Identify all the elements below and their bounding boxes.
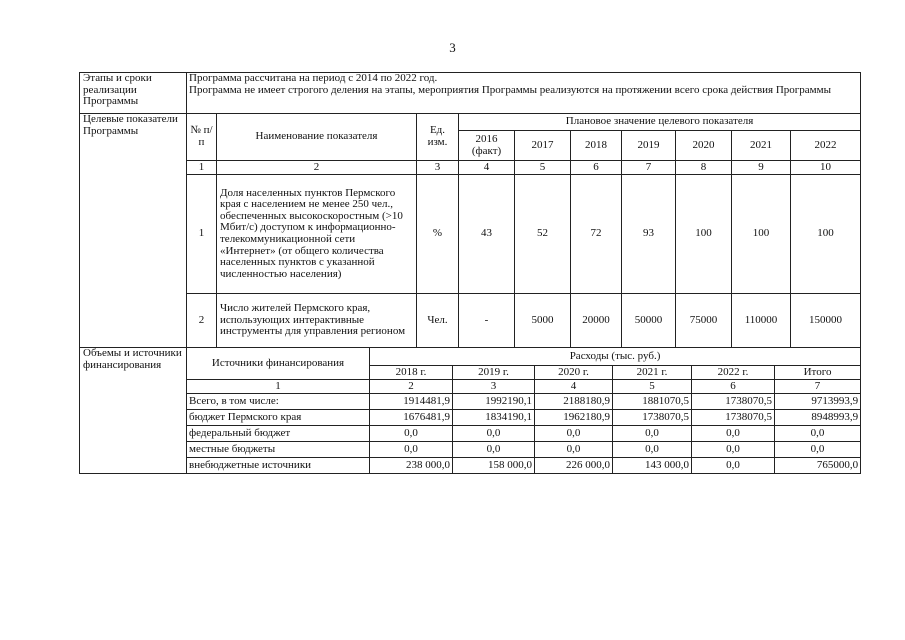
amount: 226 000,0: [535, 458, 613, 474]
indicator-unit: %: [417, 175, 459, 294]
stages-table: [79, 72, 861, 114]
row-num: 2: [187, 294, 217, 348]
table-row: [80, 175, 861, 294]
column-number: 5: [515, 161, 571, 175]
amount: 0,0: [535, 426, 613, 442]
table-row: [80, 426, 861, 442]
header-name: Наименование показателя: [217, 114, 417, 161]
header-year: 2020: [676, 131, 732, 161]
amount: 0,0: [692, 442, 775, 458]
indicator-value: 20000: [571, 294, 622, 348]
indicator-name: Доля населенных пунктов Пермского края с населением не менее 250 чел., обеспеченных высокоскоростным (>10 Мбит/с) доступом к информационно-телекоммуникационной сети «Интернет» (от общего количества населенных пунктов с указанной численностью населения): [217, 175, 417, 294]
amount: 1992190,1: [453, 394, 535, 410]
indicator-value: 72: [571, 175, 622, 294]
source-name: внебюджетные источники: [187, 458, 370, 474]
column-number: 6: [571, 161, 622, 175]
table-row: [80, 294, 861, 348]
amount: 8948993,9: [775, 410, 861, 426]
indicator-value: 93: [622, 175, 676, 294]
header-year: 2022 г.: [692, 366, 775, 380]
header-year: 2020 г.: [535, 366, 613, 380]
header-year: 2021: [732, 131, 791, 161]
header-expenses: Расходы (тыс. руб.): [370, 348, 861, 366]
amount: 1834190,1: [453, 410, 535, 426]
column-number: 2: [370, 380, 453, 394]
header-year: 2021 г.: [613, 366, 692, 380]
amount: 0,0: [692, 458, 775, 474]
amount: 238 000,0: [370, 458, 453, 474]
column-number: 1: [187, 161, 217, 175]
indicator-value: -: [459, 294, 515, 348]
amount: 0,0: [613, 426, 692, 442]
header-year: 2018 г.: [370, 366, 453, 380]
stages-line-2: Программа не имеет строгого деления на этапы, мероприятия Программы реализуются на протяжении всего срока действия Программы: [189, 83, 831, 96]
amount: 0,0: [370, 442, 453, 458]
stages-text: [187, 73, 861, 114]
column-number: 8: [676, 161, 732, 175]
header-planned: Плановое значение целевого показателя: [459, 114, 861, 131]
funding-table: [79, 347, 861, 474]
amount: 0,0: [775, 426, 861, 442]
indicator-value: 52: [515, 175, 571, 294]
amount: 1738070,5: [692, 410, 775, 426]
indicator-unit: Чел.: [417, 294, 459, 348]
source-name: бюджет Пермского края: [187, 410, 370, 426]
header-year: 2017: [515, 131, 571, 161]
amount: 765000,0: [775, 458, 861, 474]
column-number: 9: [732, 161, 791, 175]
amount: 0,0: [453, 442, 535, 458]
amount: 0,0: [453, 426, 535, 442]
column-number: 1: [187, 380, 370, 394]
amount: 0,0: [535, 442, 613, 458]
header-year: 2016 (факт): [459, 131, 515, 161]
header-num: № п/п: [187, 114, 217, 161]
header-unit: Ед. изм.: [417, 114, 459, 161]
amount: 1676481,9: [370, 410, 453, 426]
header-year: 2019: [622, 131, 676, 161]
header-year: 2019 г.: [453, 366, 535, 380]
column-number: 3: [417, 161, 459, 175]
amount: 1738070,5: [613, 410, 692, 426]
amount: 158 000,0: [453, 458, 535, 474]
stages-line-1: Программа рассчитана на период с 2014 по 2022 год.: [189, 72, 438, 84]
source-name: федеральный бюджет: [187, 426, 370, 442]
targets-label: Целевые показатели Программы: [80, 114, 187, 348]
indicator-value: 50000: [622, 294, 676, 348]
funding-label: Объемы и источники финансирования: [80, 348, 187, 474]
column-number: 7: [622, 161, 676, 175]
targets-table: [79, 113, 861, 348]
table-row: [80, 442, 861, 458]
indicator-value: 100: [732, 175, 791, 294]
amount: 1738070,5: [692, 394, 775, 410]
column-number: 2: [217, 161, 417, 175]
column-number: 3: [453, 380, 535, 394]
header-sources: Источники финансирования: [187, 348, 370, 380]
indicator-value: 75000: [676, 294, 732, 348]
stages-label: Этапы и сроки реализации Программы: [80, 73, 187, 114]
indicator-value: 100: [676, 175, 732, 294]
amount: 1914481,9: [370, 394, 453, 410]
table-row: [80, 410, 861, 426]
amount: 0,0: [370, 426, 453, 442]
column-number: 4: [459, 161, 515, 175]
indicator-value: 150000: [791, 294, 861, 348]
amount: 0,0: [775, 442, 861, 458]
table-row: [80, 458, 861, 474]
indicator-value: 43: [459, 175, 515, 294]
column-number: 7: [775, 380, 861, 394]
column-number: 6: [692, 380, 775, 394]
column-number: 4: [535, 380, 613, 394]
indicator-value: 110000: [732, 294, 791, 348]
amount: 143 000,0: [613, 458, 692, 474]
row-num: 1: [187, 175, 217, 294]
header-year: 2018: [571, 131, 622, 161]
amount: 1881070,5: [613, 394, 692, 410]
indicator-value: 100: [791, 175, 861, 294]
page-number: 3: [449, 40, 456, 55]
source-name: Всего, в том числе:: [187, 394, 370, 410]
amount: 0,0: [692, 426, 775, 442]
amount: 0,0: [613, 442, 692, 458]
amount: 2188180,9: [535, 394, 613, 410]
amount: 9713993,9: [775, 394, 861, 410]
amount: 1962180,9: [535, 410, 613, 426]
source-name: местные бюджеты: [187, 442, 370, 458]
column-number: 10: [791, 161, 861, 175]
column-number: 5: [613, 380, 692, 394]
header-total: Итого: [775, 366, 861, 380]
table-row: [80, 394, 861, 410]
indicator-name: Число жителей Пермского края, использующих интерактивные инструменты для управления регионом: [217, 294, 417, 348]
header-year: 2022: [791, 131, 861, 161]
indicator-value: 5000: [515, 294, 571, 348]
